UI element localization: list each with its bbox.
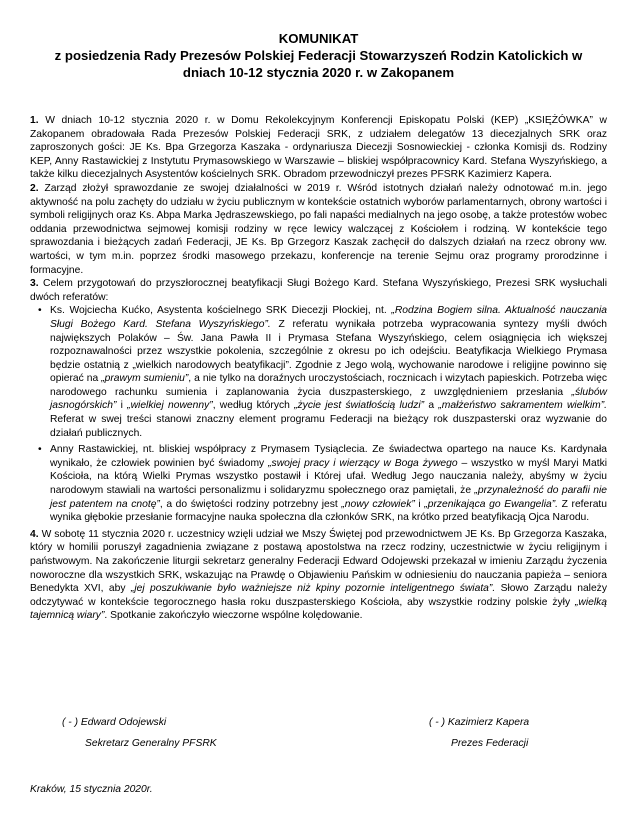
text-run: . Spotkanie zakończyło wieczorne wspólne kolędowanie.: [104, 610, 363, 622]
signature-right-role: Prezes Federacji: [451, 738, 529, 749]
referat-list: [30, 304, 607, 525]
text-run: Słowo Zarządu należy odczytywać w kontekście tegorocznego hasła roku duszpasterskiego Kościoła, aby wszystkie rodziny polskie żyły: [30, 583, 607, 608]
italic-quote: „swojej pracy i wierzący w Boga żywego: [268, 457, 458, 469]
paragraph-number: 3.: [30, 278, 39, 290]
paragraph-number: 2.: [30, 182, 39, 194]
document-header: [30, 30, 607, 81]
paragraph-3: [30, 277, 607, 304]
signature-left-role: Sekretarz Generalny PFSRK: [85, 738, 217, 749]
italic-quote: „prawym sumieniu”: [101, 373, 189, 385]
italic-quote: „przynależność do parafii nie jest patentem na cnotę”: [50, 485, 607, 510]
text-run: – wszystko w myśl Maryi Matki Kościoła, na którą Wielki Prymas wszystko postawił i Której ufał. Według Jego nauczania należy, abyśmy w życiu narodowym stawiali na wartości personalizmu i solidaryzmu społecznego oraz pamiętali, że: [50, 457, 608, 497]
document-body: [30, 114, 607, 623]
text-run: W sobotę 11 stycznia 2020 r. uczestnicy wzięli udział we Mszy Świętej pod przewodnictwem JE Ks. Bp Grzegorza Kaszaka, który w homilii poruszył zagadnienia związane z postawą apostolstwa na rzecz rodziny, uczestnictwie w życiu religijnym i państwowym. Na zakończenie liturgii sekretarz generalny Federacji Edward Odojewski przekazał w imieniu Zarządu życzenia noworoczne dla wszystkich SRK, wskazując na Prawdę o Objawieniu Pańskim w odniesieniu do nauczania papieża – seniora Benedykta XVI, aby: [30, 528, 607, 595]
text-run: i: [116, 400, 128, 412]
text-run: Ks. Wojciecha Kućko, Asystenta kościelnego SRK Diecezji Płockiej, nt.: [50, 305, 392, 317]
text-run: , według których: [212, 400, 295, 412]
document-title: KOMUNIKAT: [278, 31, 359, 46]
signature-right-name: ( - ) Kazimierz Kapera: [429, 717, 530, 728]
italic-quote: „Rodzina Bogiem silna. Aktualność nauczania Sługi Bożego Kard. Stefana Wyszyńskiego”.: [50, 305, 607, 330]
italic-quote: „wielką tajemnicą wiary”: [30, 596, 607, 622]
paragraph-number: 4.: [30, 528, 39, 540]
italic-quote: „jej poszukiwanie było ważniejsze niż kpiny pozornie inteligentnego świata”.: [130, 583, 496, 595]
text-run: i: [414, 498, 425, 510]
text-run: Z referatu wynikała potrzeba wypracowania syntezy myśli dwóch największych Polaków – Św. Jana Pawła II i Prymasa Stefana Wyszyńskiego, celem osiągnięcia ich większej rozpoznawalności przez wszystkie pokolenia, szczególnie z okresu po ich odejściu. Beatyfikacja Wielkiego Prymasa będzie ostatnią z „wielkich narodowych beatyfikacji”. Zgodnie z Jego wolą, wychowanie narodowe i religijne powinno się opierać na: [50, 318, 607, 385]
text-run: , a nie tylko na doraźnych uroczystościach, rocznicach i wizytach papieskich. Potrzeba więc narodowego rachunku sumienia i zaplanowania życia duszpasterskiego, z uwzględnieniem przesłania: [50, 373, 607, 398]
paragraph-4: [30, 528, 607, 623]
paragraph-number: 1.: [30, 115, 39, 126]
paragraph-text: Zarząd złożył sprawozdanie ze swojej działalności w 2019 r. Wśród istotnych działań należy odnotować m.in. jego aktywność na polu zachęty do udziału w życiu publicznym w kontekście ostatnich wyborów parlamentarnych, obrony wartości i symboli religijnych oraz Ks. Abpa Marka Jędraszewskiego, po fali napaści medialnych na jego osobę, a także protestów wobec oddania przewodnictwa sejmowej komisji rodziny w ręce lewicy walczącej z Kościołem i rodziną. W kontekście tego sprawozdania i bieżących zadań Federacji, JE Ks. Bp Grzegorz Kaszak zachęcił do dalszych działań na rzecz obrony ww. wartości, w tym m.in. poprzez środki masowego przekazu, konferencje na terenie Sejmu oraz programy prorodzinne i formacyjne.: [30, 182, 607, 276]
signature-left-name: ( - ) Edward Odojewski: [62, 717, 167, 728]
italic-quote: „ślubów jasnogórskich”: [50, 386, 607, 412]
italic-quote: „wielkiej nowenny”: [127, 400, 213, 412]
text-run: Z referatu wynika głębokie przesłanie formacyjne nauka społeczna dla członków SRK, na krótko przed beatyfikacją Ojca Narodu.: [50, 498, 608, 524]
paragraph-1: [30, 114, 607, 182]
list-item-referat-rastawicka: [50, 443, 607, 525]
text-run: a: [424, 400, 439, 412]
text-run: , a do świętości rodziny potrzebny jest: [159, 498, 342, 510]
italic-quote: „małżeństwo sakramentem wielkim”.: [438, 400, 608, 412]
text-run: Referat w swej treści stanowi znaczny element programu Federacji na bieżący rok duszpasterski oraz wyzwanie do działań publicznych.: [50, 414, 607, 439]
document-subtitle-line-2: dniach 10-12 stycznia 2020 r. w Zakopanem: [182, 65, 455, 80]
paragraph-text: Celem przygotowań do przyszłorocznej beatyfikacji Sługi Bożego Kard. Stefana Wyszyńskiego, Prezesi SRK wysłuchali dwóch referatów:: [30, 278, 607, 303]
italic-quote: „życie jest światłością ludzi”: [294, 400, 425, 412]
list-item-referat-kucko: [50, 304, 607, 440]
text-run: Anny Rastawickiej, nt. bliskiej współpracy z Prymasem Tysiąclecia. Ze świadectwa opartego na nauce Ks. Kardynała wynikało, że człowiek powinien być świadomy: [50, 444, 607, 469]
italic-quote: „nowy człowiek”: [341, 498, 415, 510]
italic-quote: „przenikająca go Ewangelia”.: [424, 498, 559, 510]
date-line: Kraków, 15 stycznia 2020r.: [30, 784, 153, 795]
paragraph-text: W dniach 10-12 stycznia 2020 r. w Domu Rekolekcyjnym Konferencji Episkopatu Polski (KEP) „KSIĘŻÓWKA” w Zakopanem obradowała Rada Prezesów Polskiej Federacji SRK, z udziałem delegatów 13 diecezjalnych SRK oraz zaproszonych gości: JE Ks. Bpa Grzegorza Kaszaka - ordynariusza Diecezji Sosnowieckiej - członka Komisji ds. Rodziny KEP, Anny Rastawickiej z Instytutu Prymasowskiego w Warszawie – bliskiej współpracownicy Kard. Stefana Wyszyńskiego, a także kilku diecezjalnych Asystentów kościelnych SRK. Obradom przewodniczył prezes PFSRK Kazimierz Kapera.: [30, 115, 607, 181]
paragraph-2: [30, 182, 607, 277]
document-subtitle-line-1: z posiedzenia Rady Prezesów Polskiej Federacji Stowarzyszeń Rodzin Katolickich w: [54, 48, 583, 63]
